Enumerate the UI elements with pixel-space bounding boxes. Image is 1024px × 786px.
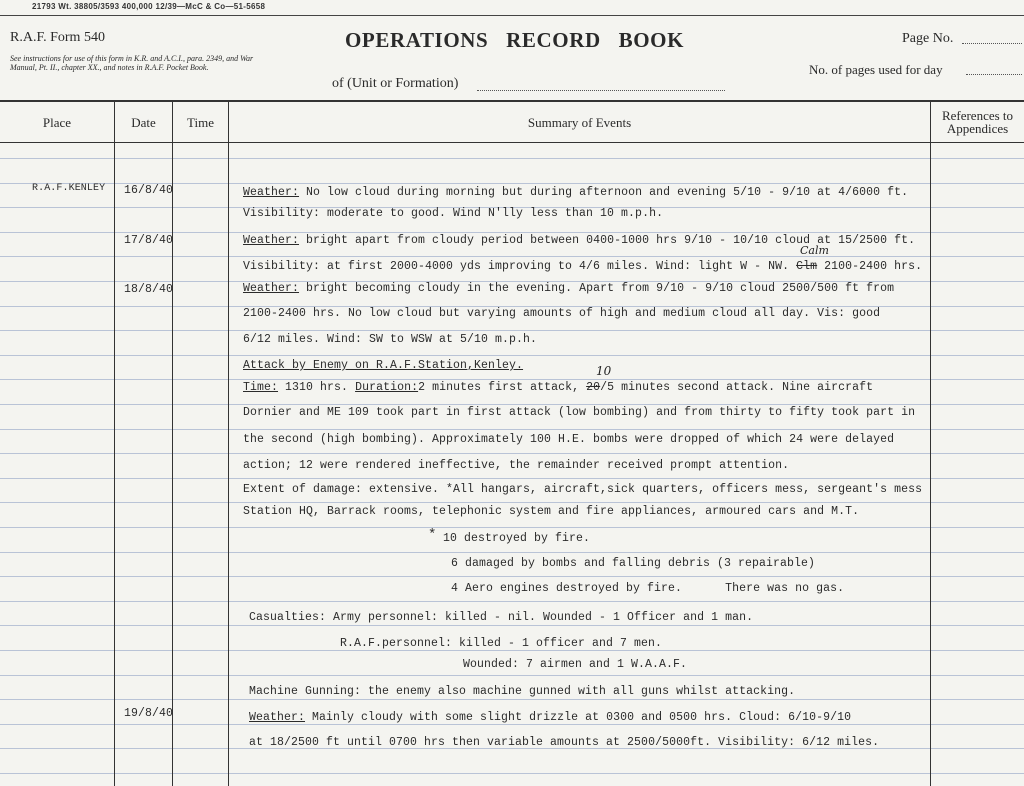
ruled-line	[0, 576, 1024, 577]
date-cell: 17/8/40	[124, 234, 174, 247]
pages-used-label: No. of pages used for day	[809, 62, 943, 77]
summary-line: Casualties: Army personnel: killed - nil. Wounded - 1 Officer and 1 man.	[249, 611, 754, 624]
unit-field	[477, 90, 725, 91]
summary-line: 6/12 miles. Wind: SW to WSW at 5/10 m.p.h.	[243, 333, 538, 346]
summary-line: Dornier and ME 109 took part in first attack (low bombing) and from thirty to fifty took part in	[243, 406, 916, 419]
page-title: OPERATIONS RECORD BOOK	[345, 28, 685, 52]
ruled-line	[0, 625, 1024, 626]
ruled-line	[0, 552, 1024, 553]
printer-code: 21793 Wt. 38805/3593 400,000 12/39—McC & Co—51-5658	[32, 2, 266, 11]
column-divider	[114, 100, 115, 786]
ruled-line	[0, 232, 1024, 233]
ruled-line	[0, 379, 1024, 380]
header-rule-bottom	[0, 142, 1024, 143]
asterisk-mark: *	[428, 527, 437, 543]
summary-line: Weather: No low cloud during morning but during afternoon and evening 5/10 - 9/10 at 4/6000 ft.	[243, 186, 909, 199]
ruled-line	[0, 256, 1024, 257]
summary-line: R.A.F.personnel: killed - 1 officer and 7 men.	[340, 637, 663, 650]
summary-line: Time: 1310 hrs. Duration:2 minutes first attack, 20/5 minutes second attack. Nine aircraft	[243, 381, 874, 394]
summary-line: 10 destroyed by fire.	[443, 532, 591, 545]
ruled-line	[0, 429, 1024, 430]
form-instructions: See instructions for use of this form in K.R. and A.C.I., para. 2349, and War Manual, Pt. II., chapter XX., and notes in R.A.F. Pocket Book.	[10, 54, 254, 72]
ruled-line	[0, 724, 1024, 725]
summary-line: Visibility: moderate to good. Wind N'lly less than 10 m.p.h.	[243, 207, 664, 220]
weather-label: Weather:	[243, 186, 300, 199]
weather-label: Weather:	[249, 711, 306, 724]
attack-heading: Attack by Enemy on R.A.F.Station,Kenley.	[243, 359, 524, 372]
top-rule	[0, 15, 1024, 16]
ruled-line	[0, 404, 1024, 405]
ruled-line	[0, 502, 1024, 503]
summary-line: Weather: Mainly cloudy with some slight drizzle at 0300 and 0500 hrs. Cloud: 6/10-9/10	[249, 711, 852, 724]
column-header-date: Date	[131, 114, 156, 130]
summary-line: 6 damaged by bombs and falling debris (3 repairable)	[451, 557, 816, 570]
ruled-line	[0, 773, 1024, 774]
date-cell: 19/8/40	[124, 707, 174, 720]
ruled-line	[0, 453, 1024, 454]
summary-line: at 18/2500 ft until 0700 hrs then variable amounts at 2500/5000ft. Visibility: 6/12 miles.	[249, 736, 880, 749]
summary-line: Wounded: 7 airmen and 1 W.A.A.F.	[463, 658, 688, 671]
weather-label: Weather:	[243, 234, 300, 247]
column-header-place: Place	[42, 114, 72, 130]
column-header-time: Time	[187, 114, 214, 130]
column-header-references: References to Appendices	[941, 108, 1014, 136]
summary-line: 2100-2400 hrs. No low cloud but varying amounts of high and medium cloud all day. Vis: good	[243, 307, 881, 320]
unit-label: of (Unit or Formation)	[332, 76, 459, 91]
handwritten-correction: 10	[596, 364, 612, 378]
form-number: R.A.F. Form 540	[10, 30, 105, 45]
summary-line: the second (high bombing). Approximately 100 H.E. bombs were dropped of which 24 were delayed	[243, 433, 895, 446]
place-cell: R.A.F.KENLEY	[32, 183, 106, 194]
ruled-line	[0, 527, 1024, 528]
summary-line: Visibility: at first 2000-4000 yds improving to 4/6 miles. Wind: light W - NW. Clm 2100-2400 hrs.	[243, 260, 923, 273]
ruled-line	[0, 478, 1024, 479]
ruled-line	[0, 650, 1024, 651]
summary-line: 4 Aero engines destroyed by fire. There was no gas.	[451, 582, 845, 595]
summary-line: Machine Gunning: the enemy also machine gunned with all guns whilst attacking.	[249, 685, 796, 698]
summary-line: Weather: bright apart from cloudy period between 0400-1000 hrs 9/10 - 10/10 cloud at 15/2500 ft.	[243, 234, 916, 247]
ruled-line	[0, 675, 1024, 676]
summary-line: Extent of damage: extensive. *All hangars, aircraft,sick quarters, officers mess, sergeant's mess	[243, 483, 923, 496]
ruled-line	[0, 601, 1024, 602]
ruled-line	[0, 355, 1024, 356]
ruled-line	[0, 330, 1024, 331]
weather-label: Weather:	[243, 282, 300, 295]
page-number-label: Page No.	[902, 31, 954, 46]
pages-used-field	[966, 74, 1022, 75]
column-header-summary: Summary of Events	[527, 114, 632, 130]
date-cell: 16/8/40	[124, 184, 174, 197]
column-divider	[172, 100, 173, 786]
handwritten-correction: Calm	[800, 244, 829, 257]
column-divider	[930, 100, 931, 786]
page-number-field	[962, 43, 1022, 44]
column-divider	[228, 100, 229, 786]
summary-line: Weather: bright becoming cloudy in the evening. Apart from 9/10 - 9/10 cloud 2500/500 ft from	[243, 282, 895, 295]
date-cell: 18/8/40	[124, 283, 174, 296]
ruled-line	[0, 158, 1024, 159]
summary-line: Station HQ, Barrack rooms, telephonic system and fire appliances, armoured cars and M.T.	[243, 505, 860, 518]
ruled-line	[0, 699, 1024, 700]
summary-line: action; 12 were rendered ineffective, the remainder received prompt attention.	[243, 459, 790, 472]
